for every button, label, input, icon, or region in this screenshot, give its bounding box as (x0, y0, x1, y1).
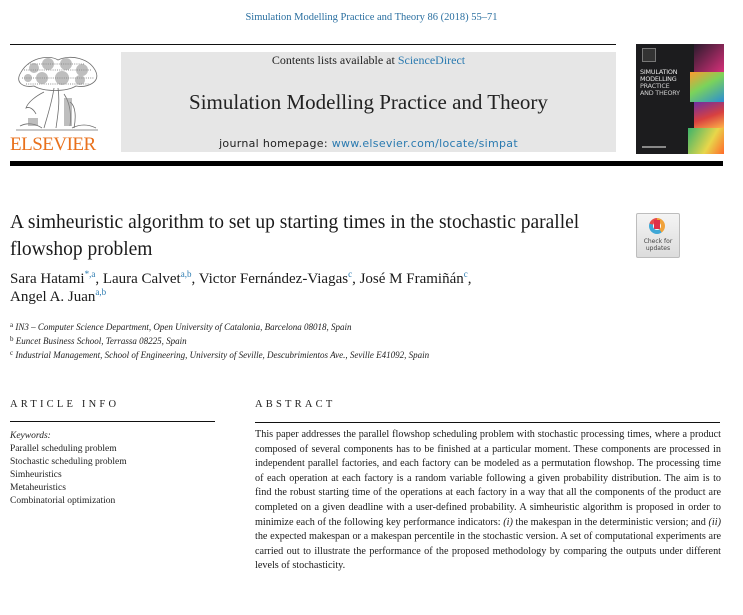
author-name[interactable]: Angel A. Juan (10, 289, 96, 305)
abstract-heading: ABSTRACT (255, 399, 336, 410)
article-info-heading: ARTICLE INFO (10, 399, 120, 410)
cover-title-line: AND THEORY (640, 89, 680, 97)
affiliation-text: IN3 – Computer Science Department, Open University of Catalonia, Barcelona 08018, Spain (15, 322, 352, 332)
author-separator: , (95, 271, 103, 287)
author-list (10, 270, 630, 306)
keywords-list (10, 430, 230, 508)
author-name[interactable]: Laura Calvet (102, 271, 181, 287)
abstract-text: the expected makespan or a makespan percentile in the stochastic version. A set of computational experiments are carried out to illustrate the performance of the proposed methodology by comparing the outputs under different levels of stochasticity. (255, 531, 721, 572)
header-thick-rule (10, 161, 723, 166)
check-for-updates-button[interactable] (636, 213, 680, 258)
affiliation-mark: b (10, 335, 14, 343)
cover-elsevier-icon (642, 48, 656, 62)
contents-prefix: Contents lists available at (271, 53, 398, 67)
cover-title-line: PRACTICE (640, 82, 670, 90)
author-affil-mark[interactable]: a,b (180, 269, 192, 279)
journal-citation[interactable]: Simulation Modelling Practice and Theory 86 (2018) 55–71 (245, 12, 498, 23)
author-name[interactable]: José M Framiñán (359, 271, 464, 287)
abstract-body (255, 428, 721, 574)
keyword-item: Metaheuristics (10, 483, 66, 493)
author-affil-mark[interactable]: a,b (95, 287, 107, 297)
homepage-line (121, 137, 616, 150)
abstract-text: the makespan in the deterministic version; and (512, 516, 709, 528)
affiliation-item (10, 348, 630, 362)
check-updates-line: Check for (643, 238, 673, 245)
journal-title: Simulation Modelling Practice and Theory (189, 90, 548, 114)
check-updates-line: updates (645, 245, 671, 252)
author-name[interactable]: Sara Hatami (10, 271, 85, 287)
affiliation-item (10, 320, 630, 334)
affiliation-text: Euncet Business School, Terrassa 08225, Spain (15, 336, 187, 346)
author-separator: , (352, 271, 360, 287)
elsevier-wordmark: ELSEVIER (10, 134, 96, 155)
keyword-item: Parallel scheduling problem (10, 444, 117, 454)
check-updates-label (637, 238, 679, 252)
abstract-list-marker: (i) (503, 516, 513, 528)
cover-art-block (690, 72, 724, 102)
abstract-rule (255, 422, 720, 423)
cover-footer-mark (642, 146, 666, 148)
keyword-item: Stochastic scheduling problem (10, 457, 127, 467)
cover-title-line: MODELLING (640, 75, 677, 83)
author-name[interactable]: Victor Fernández-Viagas (198, 271, 349, 287)
journal-banner (121, 52, 616, 152)
contents-line (121, 53, 616, 68)
journal-cover[interactable] (636, 44, 724, 154)
affiliation-mark: c (10, 349, 14, 357)
abstract-text: This paper addresses the parallel flowshop scheduling problem with stochastic processing times, where a product composed of several components has to be finished at a particular moment. These components are processed in independent parallel factories, and each factory can be modeled as a permutation flowshop. The processing time of each operation at each factory is a random variable following a given probability distribution. The aim is to find the robust starting time of the operations at each factory in a way that all the components of the product are completed on a given deadline with a user-defined probability. A simheuristic algorithm is proposed in order to minimize each of the following key performance indicators: (255, 429, 721, 528)
author-affil-mark[interactable]: *,a (84, 269, 96, 279)
abstract-list-marker: (ii) (708, 516, 721, 528)
author-separator: , (467, 271, 472, 287)
cover-art-block (694, 102, 724, 128)
homepage-link[interactable]: www.elsevier.com/locate/simpat (331, 137, 518, 150)
header-top-rule (10, 44, 616, 45)
author-affil-mark[interactable]: c (463, 269, 468, 279)
cover-art-block (694, 44, 724, 72)
author-affil-mark[interactable]: c (348, 269, 353, 279)
paper-title: A simheuristic algorithm to set up starting times in the stochastic parallel flowshop problem (10, 212, 580, 260)
keyword-item: Simheuristics (10, 470, 62, 480)
affiliation-item (10, 334, 630, 348)
cover-title (640, 69, 690, 97)
author-separator: , (191, 271, 199, 287)
elsevier-tree-icon (14, 52, 100, 134)
keyword-item: Combinatorial optimization (10, 496, 116, 506)
sciencedirect-link[interactable]: ScienceDirect (397, 53, 466, 67)
cover-art-block (688, 128, 724, 154)
affiliation-mark: a (10, 321, 14, 329)
keywords-label: Keywords: (10, 431, 51, 441)
elsevier-logo[interactable] (10, 50, 114, 158)
affiliation-text: Industrial Management, School of Engineering, University of Seville, Descubrimientos Ave., Seville E41092, Spain (15, 350, 430, 360)
affiliation-list (10, 320, 630, 362)
cover-title-line: SIMULATION (640, 68, 678, 76)
article-info-rule (10, 421, 215, 422)
homepage-prefix: journal homepage: (219, 137, 332, 150)
bookmark-icon (654, 220, 660, 229)
